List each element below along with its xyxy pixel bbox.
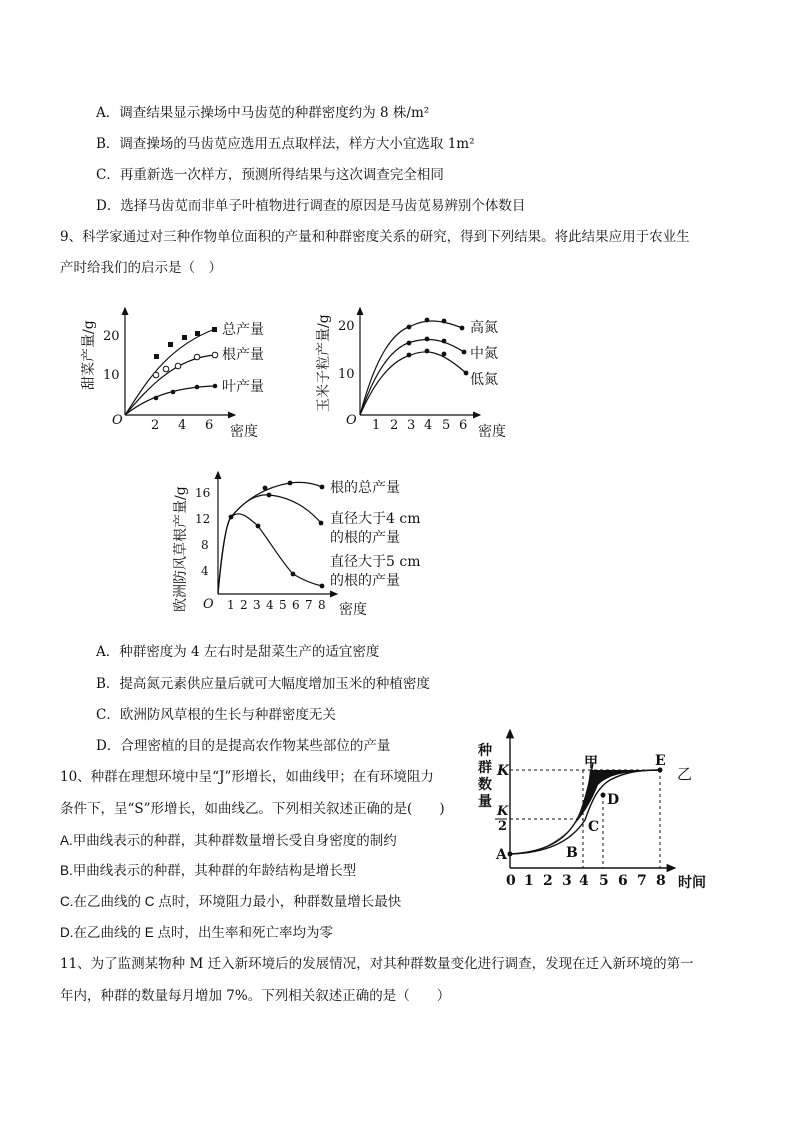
population-growth-chart bbox=[470, 725, 730, 895]
q9-option-c: C．欧洲防风草根的生长与种群密度无关 bbox=[96, 707, 336, 723]
q9-stem-line2: 产时给我们的启示是（ ） bbox=[60, 260, 222, 276]
corn-high-point bbox=[442, 319, 447, 324]
q10-stem-line2: 条件下，呈“S”形增长，如曲线乙。下列相关叙述正确的是( ) bbox=[60, 801, 445, 817]
corn-legend-high: 高氮 bbox=[470, 320, 498, 336]
parsnip-xtick: 8 bbox=[318, 598, 326, 612]
parsnip-xtick: 7 bbox=[305, 598, 313, 612]
beet-ytick-20: 20 bbox=[103, 329, 120, 344]
corn-mid-point bbox=[425, 337, 430, 342]
beet-xtick-4: 4 bbox=[178, 418, 187, 433]
q9-option-b: B．提高氮元素供应量后就可大幅度增加玉米的种植密度 bbox=[96, 676, 430, 692]
label-b: B bbox=[566, 845, 578, 861]
parsnip-xtick: 4 bbox=[266, 598, 274, 612]
parsnip-total-point bbox=[288, 481, 293, 486]
growth-ytick-k2: K 2 bbox=[497, 804, 509, 834]
label-jia: 甲 bbox=[584, 755, 598, 771]
parsnip-4cm-point bbox=[319, 521, 324, 526]
beet-xtick-2: 2 bbox=[151, 418, 160, 433]
beet-leaf-point bbox=[213, 384, 218, 389]
parsnip-5cm-point bbox=[291, 572, 296, 577]
corn-xlabel: 密度 bbox=[478, 424, 506, 440]
parsnip-xtick: 1 bbox=[227, 598, 235, 612]
beet-ylabel: 甜菜产量/g bbox=[81, 320, 97, 390]
label-d: D bbox=[607, 792, 620, 808]
parsnip-legend-4cm: 直径大于4 cm 的根的产量 bbox=[330, 511, 421, 546]
q11-stem-line2: 年内，种群的数量每月增加 7%。下列相关叙述正确的是（ ） bbox=[60, 988, 451, 1004]
corn-low-point bbox=[425, 349, 430, 354]
q10-option-d: D.在乙曲线的 E 点时，出生率和死亡率均为零 bbox=[60, 925, 334, 940]
corn-origin: O bbox=[346, 413, 357, 428]
beet-root-point bbox=[175, 363, 181, 369]
q10-option-a: A.甲曲线表示的种群，其种群数量增长受自身密度的制约 bbox=[60, 833, 397, 848]
beet-legend-total: 总产量 bbox=[222, 322, 264, 338]
label-yi: 乙 bbox=[677, 765, 693, 783]
beet-total-point bbox=[168, 342, 173, 347]
parsnip-total-point bbox=[229, 515, 234, 520]
beet-yield-chart bbox=[70, 300, 290, 445]
corn-mid-point bbox=[462, 350, 467, 355]
beet-ytick-10: 10 bbox=[103, 368, 120, 383]
parsnip-xtick: 3 bbox=[253, 598, 261, 612]
corn-ytick-20: 20 bbox=[338, 319, 355, 334]
growth-xtick: 6 bbox=[618, 873, 628, 889]
growth-xlabel: 时间 bbox=[678, 875, 706, 891]
q9-option-a: A．种群密度为 4 左右时是甜菜生产的适宜密度 bbox=[96, 644, 380, 660]
growth-ylabel: 种群数量 bbox=[478, 743, 492, 810]
corn-xtick: 4 bbox=[424, 418, 433, 433]
beet-leaf-point bbox=[195, 385, 200, 390]
beet-total-point bbox=[212, 327, 217, 332]
parsnip-ylabel: 欧洲防风草根产量/g bbox=[173, 486, 189, 612]
corn-ylabel: 玉米子粒产量/g bbox=[316, 314, 332, 412]
beet-total-point bbox=[154, 354, 159, 359]
growth-origin: 0 bbox=[506, 873, 516, 889]
corn-xtick: 1 bbox=[372, 418, 381, 433]
corn-xtick: 6 bbox=[459, 418, 468, 433]
beet-total-point bbox=[182, 335, 187, 340]
beet-origin: O bbox=[112, 413, 123, 428]
corn-xtick: 2 bbox=[390, 418, 399, 433]
q10-option-b: B.甲曲线表示的种群，其种群的年龄结构是增长型 bbox=[60, 863, 357, 878]
parsnip-yield-chart bbox=[165, 462, 465, 622]
beet-leaf-point bbox=[171, 390, 176, 395]
corn-xtick: 5 bbox=[442, 418, 451, 433]
point-d bbox=[601, 793, 606, 798]
corn-high-point bbox=[425, 318, 430, 323]
parsnip-5cm-point bbox=[320, 584, 325, 589]
parsnip-xtick: 5 bbox=[279, 598, 287, 612]
q8-option-c: C．再重新选一次样方，预测所得结果与这次调查完全相同 bbox=[96, 167, 444, 183]
growth-xtick: 3 bbox=[562, 873, 572, 889]
corn-low-point bbox=[442, 352, 447, 357]
parsnip-5cm-point bbox=[256, 524, 261, 529]
parsnip-ytick-4: 4 bbox=[201, 564, 209, 578]
growth-xtick: 5 bbox=[599, 873, 609, 889]
corn-ytick-10: 10 bbox=[338, 367, 355, 382]
point-a bbox=[508, 852, 513, 857]
label-e: E bbox=[655, 753, 666, 769]
parsnip-ytick-16: 16 bbox=[195, 486, 211, 500]
parsnip-xtick: 2 bbox=[240, 598, 248, 612]
growth-xtick: 8 bbox=[656, 873, 666, 889]
corn-low-point bbox=[407, 353, 412, 358]
corn-low-point bbox=[464, 371, 469, 376]
beet-root-point bbox=[212, 352, 218, 358]
corn-legend-mid: 中氮 bbox=[470, 346, 498, 362]
growth-xtick: 7 bbox=[637, 873, 647, 889]
beet-legend-leaf: 叶产量 bbox=[222, 379, 264, 395]
parsnip-total-point bbox=[263, 486, 268, 491]
growth-xtick: 4 bbox=[579, 873, 589, 889]
growth-xtick: 1 bbox=[524, 873, 534, 889]
beet-xlabel: 密度 bbox=[230, 424, 258, 440]
growth-ytick-k: K bbox=[497, 763, 510, 779]
q8-option-d: D．选择马齿苋而非单子叶植物进行调查的原因是马齿苋易辨别个体数目 bbox=[96, 198, 526, 214]
q8-option-a: A．调查结果显示操场中马齿苋的种群密度约为 8 株/m² bbox=[96, 105, 430, 121]
corn-high-point bbox=[407, 325, 412, 330]
parsnip-legend-5cm: 直径大于5 cm 的根的产量 bbox=[330, 554, 421, 589]
beet-root-point bbox=[153, 372, 159, 378]
corn-xtick: 3 bbox=[407, 418, 416, 433]
parsnip-xlabel: 密度 bbox=[339, 602, 367, 618]
label-c: C bbox=[588, 819, 600, 835]
beet-xtick-6: 6 bbox=[205, 418, 214, 433]
parsnip-ytick-12: 12 bbox=[195, 512, 211, 526]
q10-stem-line1: 10、种群在理想环境中呈“J”形增长，如曲线甲；在有环境阻力 bbox=[60, 769, 434, 785]
beet-leaf-point bbox=[154, 396, 159, 401]
label-a: A bbox=[496, 847, 507, 863]
q11-stem-line1: 11、为了监测某物种 M 迁入新环境后的发展情况，对其种群数量变化进行调查，发现在迁入新环境的第一 bbox=[60, 956, 694, 972]
parsnip-total-point bbox=[320, 485, 325, 490]
parsnip-ytick-8: 8 bbox=[201, 538, 209, 552]
q9-stem-line1: 9、科学家通过对三种作物单位面积的产量和种群密度关系的研究，得到下列结果。将此结果应用于农业生 bbox=[60, 229, 690, 245]
q9-option-d: D．合理密植的目的是提高农作物某些部位的产量 bbox=[96, 738, 391, 754]
parsnip-xtick: 6 bbox=[292, 598, 300, 612]
beet-root-point bbox=[194, 354, 200, 360]
corn-legend-low: 低氮 bbox=[470, 372, 498, 388]
beet-legend-root: 根产量 bbox=[222, 347, 264, 363]
q10-option-c: C.在乙曲线的 C 点时，环境阻力最小，种群数量增长最快 bbox=[60, 894, 402, 909]
corn-yield-chart bbox=[308, 300, 523, 445]
beet-total-point bbox=[195, 331, 200, 336]
corn-high-point bbox=[460, 326, 465, 331]
beet-root-point bbox=[163, 366, 169, 372]
parsnip-legend-total: 根的总产量 bbox=[330, 480, 400, 496]
parsnip-4cm-point bbox=[267, 493, 272, 498]
q8-option-b: B．调查操场的马齿苋应选用五点取样法，样方大小宜选取 1m² bbox=[96, 136, 475, 152]
corn-mid-point bbox=[442, 339, 447, 344]
growth-xtick: 2 bbox=[543, 873, 553, 889]
parsnip-origin: O bbox=[203, 597, 214, 612]
corn-mid-point bbox=[407, 341, 412, 346]
